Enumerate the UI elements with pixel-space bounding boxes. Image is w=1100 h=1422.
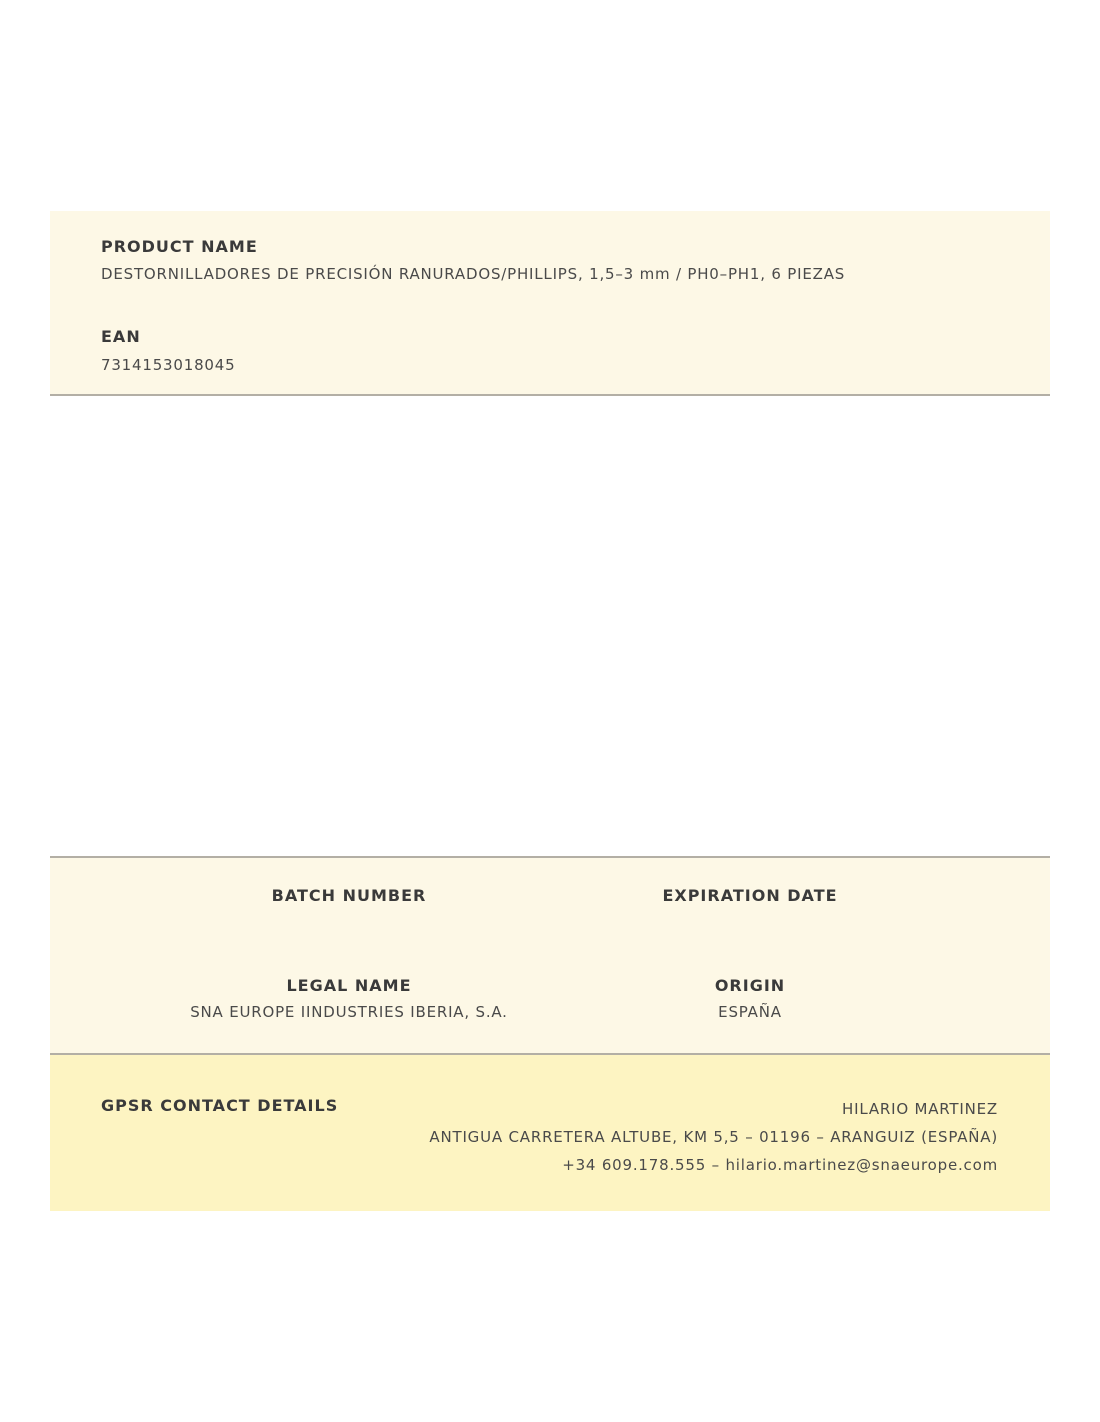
contact-name: HILARIO MARTINEZ	[842, 1100, 998, 1118]
contact-address: ANTIGUA CARRETERA ALTUBE, KM 5,5 – 01196 – ARANGUIZ (ESPAÑA)	[429, 1128, 998, 1146]
gpsr-contact-panel	[50, 1055, 1050, 1211]
origin-field	[500, 976, 1000, 1021]
details-panel	[50, 856, 1050, 1055]
origin-label: ORIGIN	[714, 976, 786, 995]
product-info-panel	[50, 211, 1050, 396]
ean-label: EAN	[101, 327, 141, 346]
product-name-label: PRODUCT NAME	[101, 237, 258, 256]
gpsr-contact-label: GPSR CONTACT DETAILS	[101, 1096, 339, 1115]
contact-details-block	[429, 1095, 998, 1179]
legal-name-label: LEGAL NAME	[286, 976, 412, 995]
contact-phone-email: +34 609.178.555 – hilario.martinez@snaeurope.com	[562, 1156, 998, 1174]
product-name-value: DESTORNILLADORES DE PRECISIÓN RANURADOS/PHILLIPS, 1,5–3 mm / PH0–PH1, 6 PIEZAS	[101, 265, 846, 283]
origin-value: ESPAÑA	[718, 1003, 782, 1021]
batch-number-label: BATCH NUMBER	[271, 886, 427, 905]
legal-name-value: SNA EUROPE IINDUSTRIES IBERIA, S.A.	[190, 1003, 508, 1021]
expiration-date-field	[500, 886, 1000, 905]
expiration-date-label: EXPIRATION DATE	[662, 886, 838, 905]
ean-value: 7314153018045	[101, 356, 236, 374]
